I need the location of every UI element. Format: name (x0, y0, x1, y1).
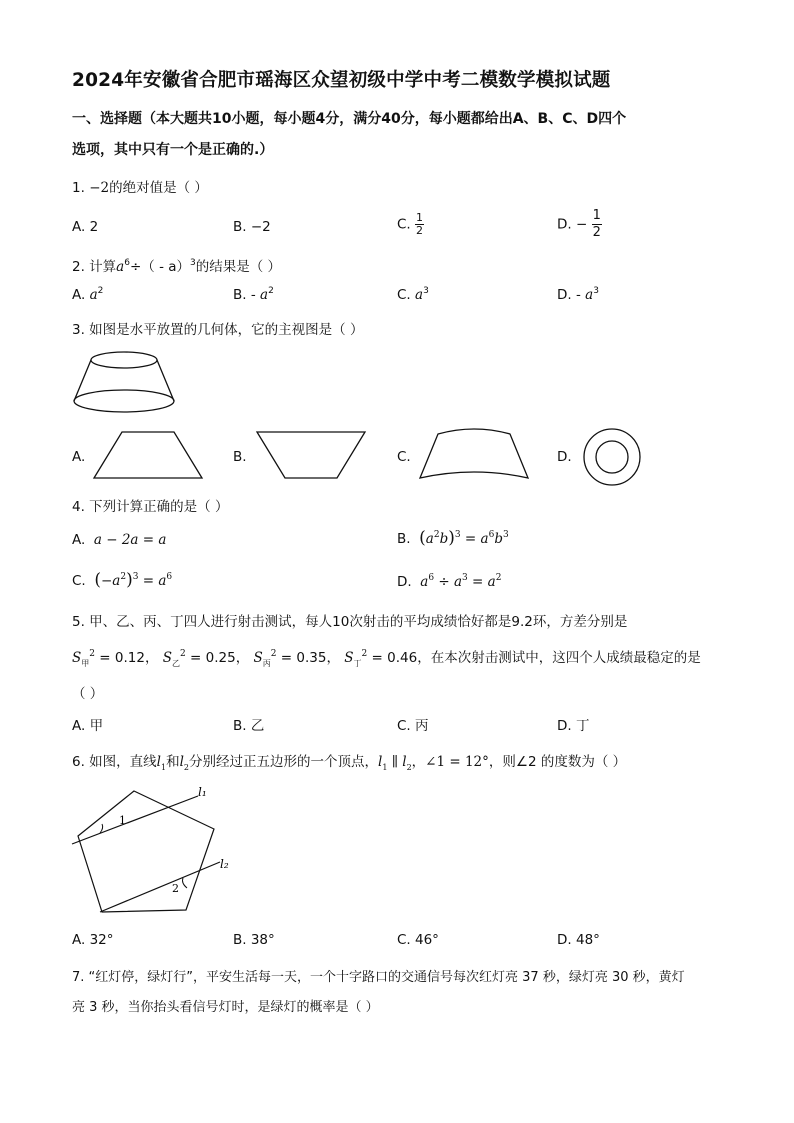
q6-pentagon-figure (70, 782, 240, 917)
q3-option-a-label[interactable]: A. (72, 449, 86, 465)
question-3: 3. 如图是水平放置的几何体，它的主视图是（ ） (72, 322, 364, 338)
q2-option-b[interactable]: B. - $a^2$ (233, 286, 274, 303)
question-7-line1: 7. “红灯停，绿灯行”，平安生活每一天，一个十字路口的交通信号每次红灯亮 37 秒，绿灯亮 30 秒，黄灯 (72, 970, 685, 985)
q3-option-d-ring[interactable] (582, 427, 642, 487)
q3-option-c-sector[interactable] (418, 428, 530, 484)
q4-option-b[interactable]: B. $(a^2b)^3 = a^6b^3$ (397, 528, 509, 548)
q1-c-fraction: $\frac{1}{2}$ (416, 211, 424, 237)
q1-option-d[interactable]: D. − $\frac{1}{2}$ (557, 208, 601, 240)
q3-frustum-figure (72, 345, 176, 415)
question-7-line2: 亮 3 秒，当你抬头看信号灯时，是绿灯的概率是（ ） (72, 1000, 379, 1015)
q5-option-b[interactable]: B. 乙 (233, 718, 265, 734)
q6-angle-2-label: 2 (172, 882, 179, 895)
q6-option-d[interactable]: D. 48° (557, 932, 600, 948)
q6-line-l1-label: l₁ (198, 785, 207, 799)
question-1 (72, 176, 208, 196)
q2-option-c[interactable]: C. $a^3$ (397, 286, 429, 303)
q4-option-a[interactable]: A. a − 2a = a (72, 532, 167, 548)
q6-option-c[interactable]: C. 46° (397, 932, 439, 948)
q5-option-a[interactable]: A. 甲 (72, 718, 104, 734)
q1-option-a[interactable]: A. 2 (72, 219, 99, 235)
q3-option-d-label[interactable]: D. (557, 449, 572, 465)
question-6: 6. 如图，直线$l_1$和$l_2$分别经过正五边形的一个顶点，$l_1$ ∥ $l_2$，∠1 = 12°，则∠2 的度数为（ ） (72, 754, 627, 772)
q3-option-b-inverted-trapezoid[interactable] (255, 430, 367, 482)
q6-option-b[interactable]: B. 38° (233, 932, 275, 948)
q2-option-d[interactable]: D. - $a^3$ (557, 286, 599, 303)
section-header-line2: 选项，其中只有一个是正确的.） (72, 142, 274, 158)
q1-text: 的绝对值是（ ） (109, 180, 208, 196)
question-2: 2. 计算$a^6\div( - a)^3$的结果是（ ） (72, 258, 282, 275)
q3-option-c-label[interactable]: C. (397, 449, 411, 465)
q2-option-a[interactable]: A. $a^2$ (72, 286, 104, 303)
question-5-line2: $S_甲^2 = 0.12$， $S_乙^2 = 0.25$， $S_丙^2 = 0.35$， $S_丁^2 = 0.46$，在本次射击测试中，这四个人成绩最稳定的是 (72, 649, 701, 668)
question-5-line1: 5. 甲、乙、丙、丁四人进行射击测试，每人10次射击的平均成绩恰好都是9.2环，方差分别是 (72, 614, 628, 630)
question-4: 4. 下列计算正确的是（ ） (72, 499, 229, 515)
section-header-line1: 一、选择题（本大题共10小题，每小题4分，满分40分，每小题都给出A、B、C、D四个 (72, 111, 627, 127)
q5-option-c[interactable]: C. 丙 (397, 718, 429, 734)
q6-line-l2-label: l₂ (220, 857, 229, 871)
q4-option-c[interactable]: C. $(-a^2)^3 = a^6$ (72, 570, 173, 590)
q6-angle-1-label: 1 (119, 814, 126, 827)
q5-option-d[interactable]: D. 丁 (557, 718, 590, 734)
q3-option-b-label[interactable]: B. (233, 449, 247, 465)
q1-expression: −2 (89, 180, 110, 196)
q1-option-b[interactable]: B. −2 (233, 219, 271, 235)
q4-option-d[interactable]: D. $a^6 \div a^3 = a^2$ (397, 573, 502, 590)
page-title: 2024年安徽省合肥市瑶海区众望初级中学中考二模数学模拟试题 (72, 70, 611, 91)
q3-option-a-trapezoid[interactable] (92, 430, 204, 482)
question-5-line3: （ ） (72, 686, 104, 702)
q1-d-fraction: $\frac{1}{2}$ (592, 208, 601, 240)
q6-option-a[interactable]: A. 32° (72, 932, 114, 948)
q1-option-c[interactable]: C. $\frac{1}{2}$ (397, 211, 424, 237)
q1-number: 1. (72, 180, 85, 196)
